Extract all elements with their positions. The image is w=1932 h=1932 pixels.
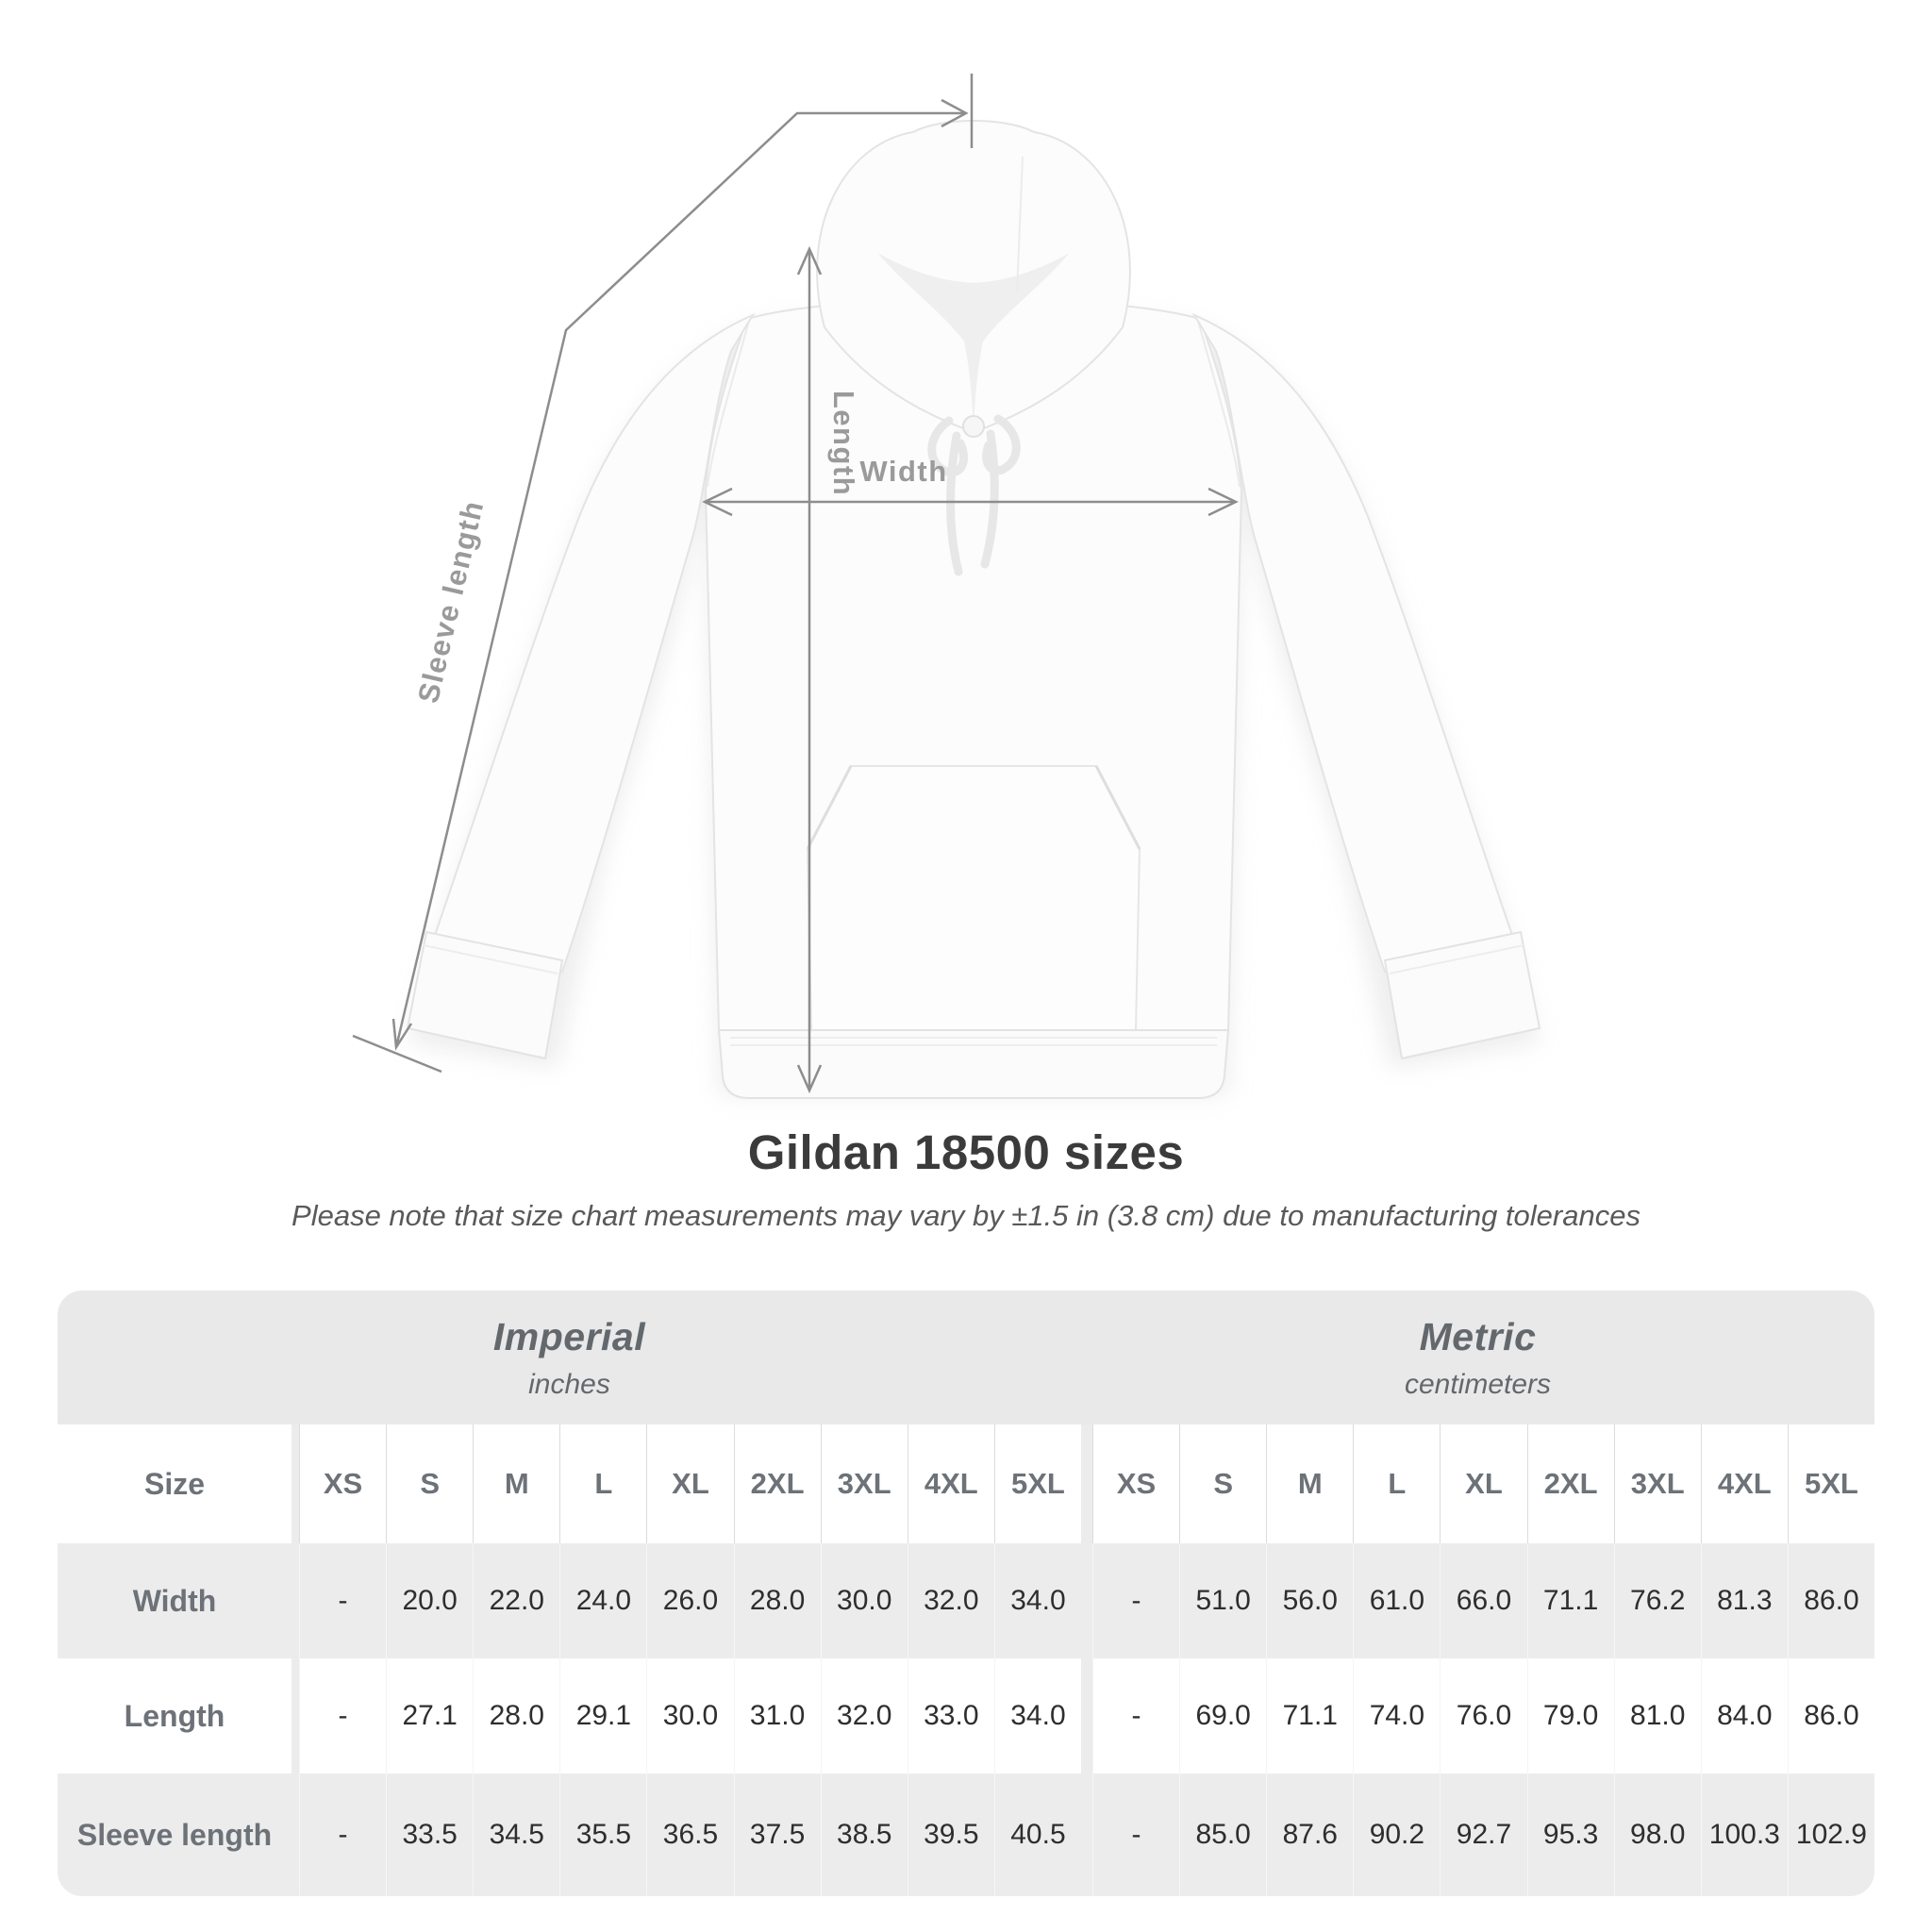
row-label: Sleeve length [58,1774,291,1896]
unit-group-divider [1081,1424,1092,1543]
cell-value: 30.0 [821,1543,908,1658]
cell-value: 40.5 [994,1774,1081,1896]
cell-value: 34.0 [994,1543,1081,1658]
cell-value: 76.2 [1614,1543,1701,1658]
cell-value: 26.0 [646,1543,733,1658]
cell-value: 74.0 [1353,1658,1440,1774]
row-label: Length [58,1658,291,1774]
width-label: Width [859,455,948,488]
cell-value: 102.9 [1788,1774,1874,1896]
left-sleeve [432,315,753,972]
cell-value: - [299,1543,386,1658]
cell-value: 32.0 [908,1543,994,1658]
cell-value: 87.6 [1266,1774,1353,1896]
cell-value: - [1092,1543,1179,1658]
row-label: Width [58,1543,291,1658]
cell-value: 24.0 [559,1543,646,1658]
size-col-header: M [473,1424,559,1543]
size-col-header: XS [299,1424,386,1543]
sleeve-length-label: Sleeve length [411,496,491,707]
size-col-header: 4XL [1701,1424,1788,1543]
cell-value: 32.0 [821,1658,908,1774]
length-label: Length [827,390,860,497]
cell-value: 71.1 [1527,1543,1614,1658]
size-col-header: 2XL [734,1424,821,1543]
cell-value: - [1092,1774,1179,1896]
metric-group-header [1081,1291,1874,1424]
size-grid [58,1424,1874,1896]
cell-value: 69.0 [1179,1658,1266,1774]
cell-value: 85.0 [1179,1774,1266,1896]
cell-value: 33.5 [386,1774,473,1896]
size-col-header: 5XL [994,1424,1081,1543]
cell-value: 66.0 [1440,1543,1526,1658]
cell-value: 61.0 [1353,1543,1440,1658]
size-column-divider [291,1543,299,1658]
size-col-header: 5XL [1788,1424,1874,1543]
cell-value: 38.5 [821,1774,908,1896]
tolerance-note: Please note that size chart measurements may vary by ±1.5 in (3.8 cm) due to manufacturing tolerances [291,1199,1641,1232]
cell-value: 76.0 [1440,1658,1526,1774]
cell-value: 92.7 [1440,1774,1526,1896]
metric-label: Metric [1419,1314,1537,1358]
cell-value: 30.0 [646,1658,733,1774]
cell-value: 86.0 [1788,1543,1874,1658]
metric-unit: centimeters [1404,1368,1552,1400]
cell-value: 90.2 [1353,1774,1440,1896]
kangaroo-pocket [808,766,1140,1030]
size-col-header: L [559,1424,646,1543]
size-col-header: L [1353,1424,1440,1543]
cell-value: 36.5 [646,1774,733,1896]
unit-group-divider [1081,1774,1092,1896]
cell-value: - [1092,1658,1179,1774]
cell-value: 95.3 [1527,1774,1614,1896]
size-col-header: 3XL [1614,1424,1701,1543]
cell-value: 98.0 [1614,1774,1701,1896]
cell-value: 81.0 [1614,1658,1701,1774]
size-column-divider [291,1424,299,1543]
cell-value: 28.0 [734,1543,821,1658]
page-title: Gildan 18500 sizes [747,1125,1185,1179]
right-sleeve [1194,315,1515,972]
unit-group-divider [1081,1658,1092,1774]
hem-band [719,1030,1228,1098]
size-col-header: XS [1092,1424,1179,1543]
cell-value: 39.5 [908,1774,994,1896]
cell-value: 81.3 [1701,1543,1788,1658]
cell-value: 56.0 [1266,1543,1353,1658]
imperial-unit: inches [528,1368,610,1400]
cell-value: 27.1 [386,1658,473,1774]
size-col-header: 4XL [908,1424,994,1543]
size-col-header: S [1179,1424,1266,1543]
cell-value: 51.0 [1179,1543,1266,1658]
cell-value: 34.5 [473,1774,559,1896]
unit-band [58,1291,1874,1424]
cell-value: 79.0 [1527,1658,1614,1774]
cell-value: 31.0 [734,1658,821,1774]
cell-value: 20.0 [386,1543,473,1658]
cell-value: 28.0 [473,1658,559,1774]
unit-group-divider [1081,1543,1092,1658]
size-col-header: XL [646,1424,733,1543]
size-column-divider [291,1774,299,1896]
size-header: Size [143,1466,206,1501]
imperial-label: Imperial [492,1314,646,1358]
cell-value: 37.5 [734,1774,821,1896]
size-col-header: 2XL [1527,1424,1614,1543]
size-column-divider [291,1658,299,1774]
cell-value: 100.3 [1701,1774,1788,1896]
cell-value: 35.5 [559,1774,646,1896]
drawstring-knot [963,416,984,437]
size-col-header: S [386,1424,473,1543]
size-col-header: XL [1440,1424,1526,1543]
cell-value: 86.0 [1788,1658,1874,1774]
cell-value: 84.0 [1701,1658,1788,1774]
cell-value: 29.1 [559,1658,646,1774]
cell-value: 33.0 [908,1658,994,1774]
size-col-header: 3XL [821,1424,908,1543]
cell-value: - [299,1658,386,1774]
cell-value: 71.1 [1266,1658,1353,1774]
cell-value: 34.0 [994,1658,1081,1774]
size-table [58,1291,1874,1896]
cell-value: 22.0 [473,1543,559,1658]
imperial-group-header [58,1291,1081,1424]
cell-value: - [299,1774,386,1896]
size-col-header: M [1266,1424,1353,1543]
